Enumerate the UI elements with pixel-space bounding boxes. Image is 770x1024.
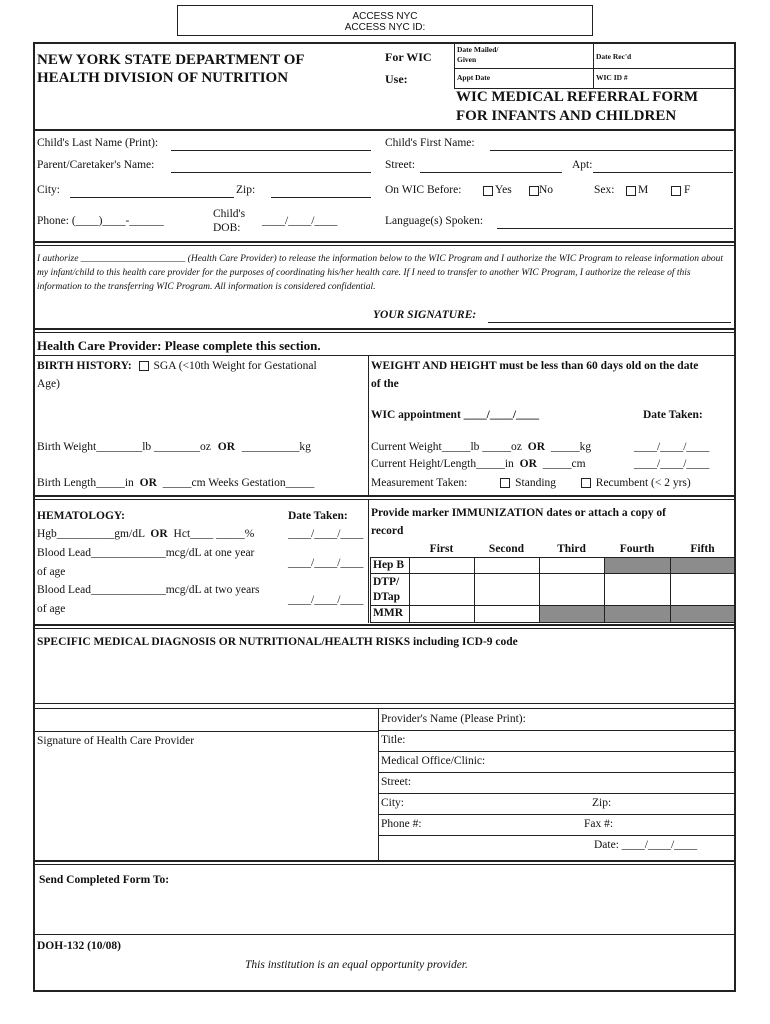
sga-checkbox[interactable] [139, 361, 149, 371]
diagnosis-field[interactable] [36, 652, 732, 700]
imm-col-fifth: Fifth [690, 543, 715, 555]
access-nyc-label: ACCESS NYC [352, 11, 418, 22]
birth-weight-kg-field[interactable]: __________kg [241, 441, 311, 453]
immunization-heading-1: Provide marker IMMUNIZATION dates or attach a copy of [371, 507, 666, 519]
or-label: OR [527, 441, 546, 453]
childs-last-name-label: Child's Last Name (Print): [37, 137, 159, 149]
on-wic-before-label: On WIC Before: [385, 184, 462, 196]
form-title-line2: FOR INFANTS AND CHILDREN [456, 108, 677, 124]
provider-fax-field[interactable]: Fax #: [584, 818, 614, 830]
phone-field[interactable]: Phone: (____)____-______ [37, 215, 164, 227]
zip-field[interactable] [271, 197, 371, 198]
consent-text: I authorize ______________________ (Health Care Provider) to release the information below to the WIC Program and I authorize the WIC Program to release information about my infant/child to this health care provider for the purposes of coordinating his/her health care. If I need to transfer to another WIC Program, I authorize the release of this information to the transferring WIC Program. All information is considered confidential. [37, 254, 724, 292]
provider-zip-field[interactable]: Zip: [592, 797, 612, 809]
dept-title-line2: HEALTH DIVISION OF NUTRITION [37, 70, 289, 86]
appt-date-field[interactable]: Appt Date [457, 73, 491, 82]
birth-weight-field[interactable]: Birth Weight________lb ________oz [37, 441, 211, 453]
imm-row-label-hepb: Hep B [370, 557, 410, 574]
imm-cell-dtp-4[interactable] [604, 573, 671, 606]
birth-history-row [37, 360, 317, 372]
weight-height-heading-1: WEIGHT AND HEIGHT must be less than 60 days old on the date [371, 360, 699, 372]
m-label: M [638, 184, 649, 196]
current-weight-field[interactable]: Current Weight_____lb _____oz [371, 441, 522, 453]
provider-date-field[interactable]: Date: ____/____/____ [594, 839, 698, 851]
sga-label: SGA (<10th Weight for Gestational [153, 360, 317, 372]
street-field[interactable] [420, 172, 562, 173]
imm-cell-dtp-3[interactable] [539, 573, 605, 606]
dob-field[interactable]: ____/____/____ [262, 215, 338, 227]
on-wic-no-checkbox[interactable] [529, 186, 539, 196]
standing-label: Standing [515, 477, 557, 489]
childs-first-name-label: Child's First Name: [385, 137, 475, 149]
language-label: Language(s) Spoken: [385, 215, 484, 227]
imm-cell-mmr-5 [670, 605, 735, 623]
send-to-field[interactable] [36, 890, 732, 930]
form-number: DOH-132 (10/08) [37, 940, 122, 952]
diagnosis-heading: SPECIFIC MEDICAL DIAGNOSIS OR NUTRITIONAL/HEALTH RISKS including ICD-9 code [37, 636, 518, 648]
city-label: City: [37, 184, 61, 196]
imm-cell-mmr-1[interactable] [409, 605, 475, 623]
birth-weight-row [37, 441, 311, 453]
imm-col-first: First [429, 543, 454, 555]
standing-checkbox[interactable] [500, 478, 510, 488]
provider-street-field[interactable]: Street: [381, 776, 412, 788]
birth-history-label: BIRTH HISTORY: [37, 360, 132, 372]
lead-one-year-date-field[interactable]: ____/____/____ [288, 557, 364, 569]
hct-field[interactable]: Hct____ _____% [173, 528, 255, 540]
current-height-cm-field[interactable]: _____cm [542, 458, 586, 470]
sex-m-checkbox[interactable] [626, 186, 636, 196]
no-label: No [539, 184, 554, 196]
apt-field[interactable] [593, 172, 733, 173]
current-weight-kg-field[interactable]: _____kg [550, 441, 592, 453]
imm-cell-hepb-5 [670, 557, 735, 574]
dept-title-line1: NEW YORK STATE DEPARTMENT OF [37, 52, 305, 68]
on-wic-yes-checkbox[interactable] [483, 186, 493, 196]
wic-id-field[interactable]: WIC ID # [596, 73, 628, 82]
date-mailed-field[interactable]: Date Mailed/ [457, 45, 499, 54]
equal-opportunity-statement: This institution is an equal opportunity provider. [245, 959, 468, 971]
hematology-date-taken-label: Date Taken: [288, 510, 348, 522]
measurement-row [371, 477, 691, 489]
or-label: OR [150, 528, 168, 540]
your-signature-field[interactable] [488, 322, 731, 323]
current-height-field[interactable]: Current Height/Length_____in [371, 458, 514, 470]
form-title-line1: WIC MEDICAL REFERRAL FORM [456, 89, 699, 105]
imm-cell-mmr-3 [539, 605, 605, 623]
imm-col-third: Third [557, 543, 586, 555]
f-label: F [684, 184, 691, 196]
childs-label: Child's [213, 208, 246, 220]
city-field[interactable] [70, 197, 234, 198]
imm-cell-hepb-1[interactable] [409, 557, 475, 574]
parent-name-field[interactable] [171, 172, 371, 173]
imm-col-second: Second [488, 543, 525, 555]
apt-label: Apt: [572, 159, 593, 171]
imm-cell-mmr-4 [604, 605, 671, 623]
hgb-field[interactable]: Hgb__________gm/dL [37, 528, 145, 540]
language-field[interactable] [497, 228, 733, 229]
use-label: Use: [385, 72, 408, 86]
provider-section-heading: Health Care Provider: Please complete this section. [37, 338, 321, 353]
lead-two-year-age-label: of age [37, 603, 66, 615]
lead-two-year-field[interactable]: Blood Lead_____________mcg/dL at two years [37, 584, 260, 596]
provider-signature-field[interactable] [36, 709, 376, 730]
parent-name-label: Parent/Caretaker's Name: [37, 159, 155, 171]
age-label: Age) [37, 378, 60, 390]
lead-one-year-age-label: of age [37, 566, 66, 578]
birth-length-cm-weeks-field[interactable]: _____cm Weeks Gestation_____ [162, 477, 315, 489]
date-taken-label: Date Taken: [643, 409, 703, 421]
access-nyc-id-label: ACCESS NYC ID: [344, 22, 426, 33]
medical-office-field[interactable]: Medical Office/Clinic: [381, 755, 486, 767]
zip-label: Zip: [236, 184, 256, 196]
provider-title-field[interactable]: Title: [381, 734, 406, 746]
birth-length-field[interactable]: Birth Length_____in [37, 477, 134, 489]
given-label: Given [457, 55, 477, 64]
provider-name-field[interactable]: Provider's Name (Please Print): [381, 713, 526, 725]
current-weight-date-field[interactable]: ____/____/____ [634, 441, 710, 453]
weight-height-heading-2: of the [371, 378, 399, 390]
wic-appointment-field[interactable]: WIC appointment ____/____/____ [371, 409, 540, 421]
childs-last-name-field[interactable] [171, 150, 371, 151]
imm-cell-dtp-5[interactable] [670, 573, 735, 606]
current-height-date-field[interactable]: ____/____/____ [634, 458, 710, 470]
imm-cell-mmr-2[interactable] [474, 605, 540, 623]
sex-label: Sex: [594, 184, 615, 196]
your-signature-label: YOUR SIGNATURE: [373, 309, 477, 321]
or-label: OR [139, 477, 157, 489]
current-height-row [371, 458, 586, 470]
date-recd-field[interactable]: Date Rec'd [596, 52, 632, 61]
imm-col-fourth: Fourth [619, 543, 655, 555]
imm-row-label-dtp: DTP/ DTap [370, 573, 410, 606]
imm-cell-hepb-3[interactable] [539, 557, 605, 574]
dob-label: DOB: [213, 222, 241, 234]
hematology-heading: HEMATOLOGY: [37, 510, 125, 522]
street-label: Street: [385, 159, 416, 171]
childs-first-name-field[interactable] [490, 150, 733, 151]
send-to-label: Send Completed Form To: [39, 874, 170, 886]
recumbent-checkbox[interactable] [581, 478, 591, 488]
for-wic-label: For WIC [385, 50, 432, 64]
lead-two-year-date-field[interactable]: ____/____/____ [288, 594, 364, 606]
hgb-row [37, 528, 254, 540]
imm-cell-hepb-4 [604, 557, 671, 574]
provider-city-field[interactable]: City: [381, 797, 405, 809]
imm-cell-dtp-2[interactable] [474, 573, 540, 606]
or-label: OR [217, 441, 236, 453]
measurement-label: Measurement Taken: [371, 477, 468, 489]
lead-one-year-field[interactable]: Blood Lead_____________mcg/dL at one year [37, 547, 255, 559]
imm-row-label-mmr: MMR [370, 605, 410, 623]
yes-label: Yes [495, 184, 512, 196]
imm-cell-dtp-1[interactable] [409, 573, 475, 606]
or-label: OR [519, 458, 537, 470]
imm-cell-hepb-2[interactable] [474, 557, 540, 574]
birth-length-row [37, 477, 314, 489]
hgb-date-field[interactable]: ____/____/____ [288, 528, 364, 540]
sex-f-checkbox[interactable] [671, 186, 681, 196]
provider-signature-label: Signature of Health Care Provider [37, 735, 195, 747]
provider-phone-field[interactable]: Phone #: [381, 818, 422, 830]
immunization-heading-2: record [371, 525, 404, 537]
current-weight-row [371, 441, 591, 453]
recumbent-label: Recumbent (< 2 yrs) [595, 477, 691, 489]
